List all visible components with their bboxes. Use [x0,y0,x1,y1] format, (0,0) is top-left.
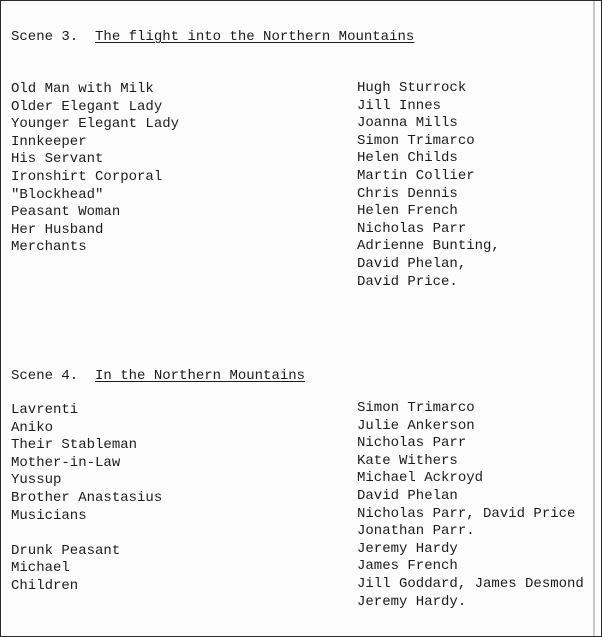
actor-name: Helen Childs [357,150,458,167]
actor-name: James French [357,558,458,575]
role-name: Younger Elegant Lady [11,116,180,133]
role-name: Mother-in-Law [11,454,121,471]
actor-name: Jonathan Parr. [357,523,475,540]
role-name: Innkeeper [11,133,87,150]
scene-3-heading [11,28,414,46]
role-name: Lavrenti [11,402,79,418]
actor-name: Michael Ackroyd [357,470,484,487]
role-name: Michael [11,560,70,577]
actor-name: Nicholas Parr [357,220,467,237]
actor-name: Adrienne Bunting, [357,238,500,255]
role-name: Ironshirt Corporal [11,168,163,185]
scene-4-actors [357,400,584,611]
role-name: Brother Anastasius [11,489,163,506]
role-name: "Blockhead" [11,186,104,203]
scene-3-title: The flight into the Northern Mountains [95,29,415,45]
actor-name: Joanna Mills [357,115,458,132]
actor-name: Jill Innes [357,97,442,114]
actor-name: Julie Ankerson [357,417,475,434]
actor-name: Simon Trimarco [357,400,475,416]
role-name: Old Man with Milk [11,81,154,97]
role-name: Drunk Peasant [11,542,121,559]
role-name: Aniko [11,419,54,436]
role-name [11,525,162,543]
role-name: His Servant [11,151,104,168]
role-name: Children [11,577,79,594]
page-edge-shadow [593,1,595,636]
role-name: Peasant Woman [11,204,121,221]
actor-name: Chris Dennis [357,185,458,202]
role-name: Her Husband [11,221,104,238]
actor-name: David Phelan, [357,255,467,272]
actor-name: Kate Withers [357,452,458,469]
actor-name: David Phelan [357,487,458,504]
actor-name: Jeremy Hardy. [357,593,467,610]
actor-name: David Price. [357,273,458,290]
actor-name: Jill Goddard, James Desmond [357,575,584,592]
actor-name: Jeremy Hardy [357,540,458,557]
role-name: Yussup [11,472,62,489]
scene-4-roles [11,402,162,596]
actor-name: Nicholas Parr [357,435,467,452]
role-name: Merchants [11,239,87,256]
actor-name: Simon Trimarco [357,132,475,149]
scene-3-roles [11,81,179,257]
scene-4-label: Scene 4. [11,368,79,384]
scene-4-title: In the Northern Mountains [95,368,306,384]
role-name: Older Elegant Lady [11,98,163,115]
scene-3-actors [357,80,500,291]
actor-name: Nicholas Parr, David Price [357,505,576,522]
actor-name: Helen French [357,203,458,220]
scene-4-heading [11,367,305,385]
actor-name: Martin Collier [357,167,475,184]
scene-3-label: Scene 3. [11,29,79,45]
actor-name: Hugh Sturrock [357,80,467,96]
role-name: Their Stableman [11,437,138,454]
role-name: Musicians [11,507,87,524]
